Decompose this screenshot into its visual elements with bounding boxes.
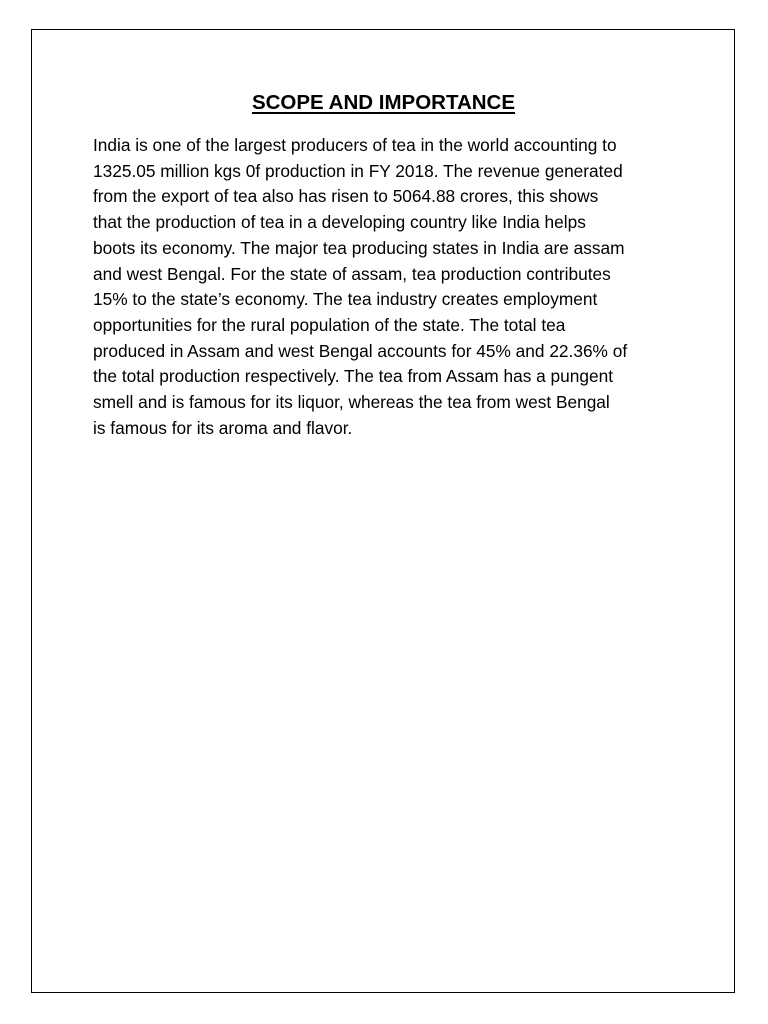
body-line: produced in Assam and west Bengal accounts for 45% and 22.36% of bbox=[93, 340, 628, 361]
body-line: from the export of tea also has risen to 5064.88 crores, this shows bbox=[93, 186, 599, 207]
body-line: opportunities for the rural population of the state. The total tea bbox=[93, 314, 566, 335]
body-line: boots its economy. The major tea producing states in India are assam bbox=[93, 237, 625, 258]
document-body bbox=[93, 133, 691, 441]
body-line: the total production respectively. The tea from Assam has a pungent bbox=[93, 366, 614, 387]
body-line: and west Bengal. For the state of assam, tea production contributes bbox=[93, 263, 611, 284]
body-line: 1325.05 million kgs 0f production in FY 2018. The revenue generated bbox=[93, 160, 623, 181]
body-line: that the production of tea in a developing country like India helps bbox=[93, 212, 586, 233]
body-line: smell and is famous for its liquor, whereas the tea from west Bengal bbox=[93, 392, 610, 413]
document-title: SCOPE AND IMPORTANCE bbox=[251, 91, 516, 114]
body-line: India is one of the largest producers of tea in the world accounting to bbox=[93, 135, 617, 155]
body-line: 15% to the state’s economy. The tea industry creates employment bbox=[93, 289, 598, 310]
body-line: is famous for its aroma and flavor. bbox=[93, 417, 353, 438]
